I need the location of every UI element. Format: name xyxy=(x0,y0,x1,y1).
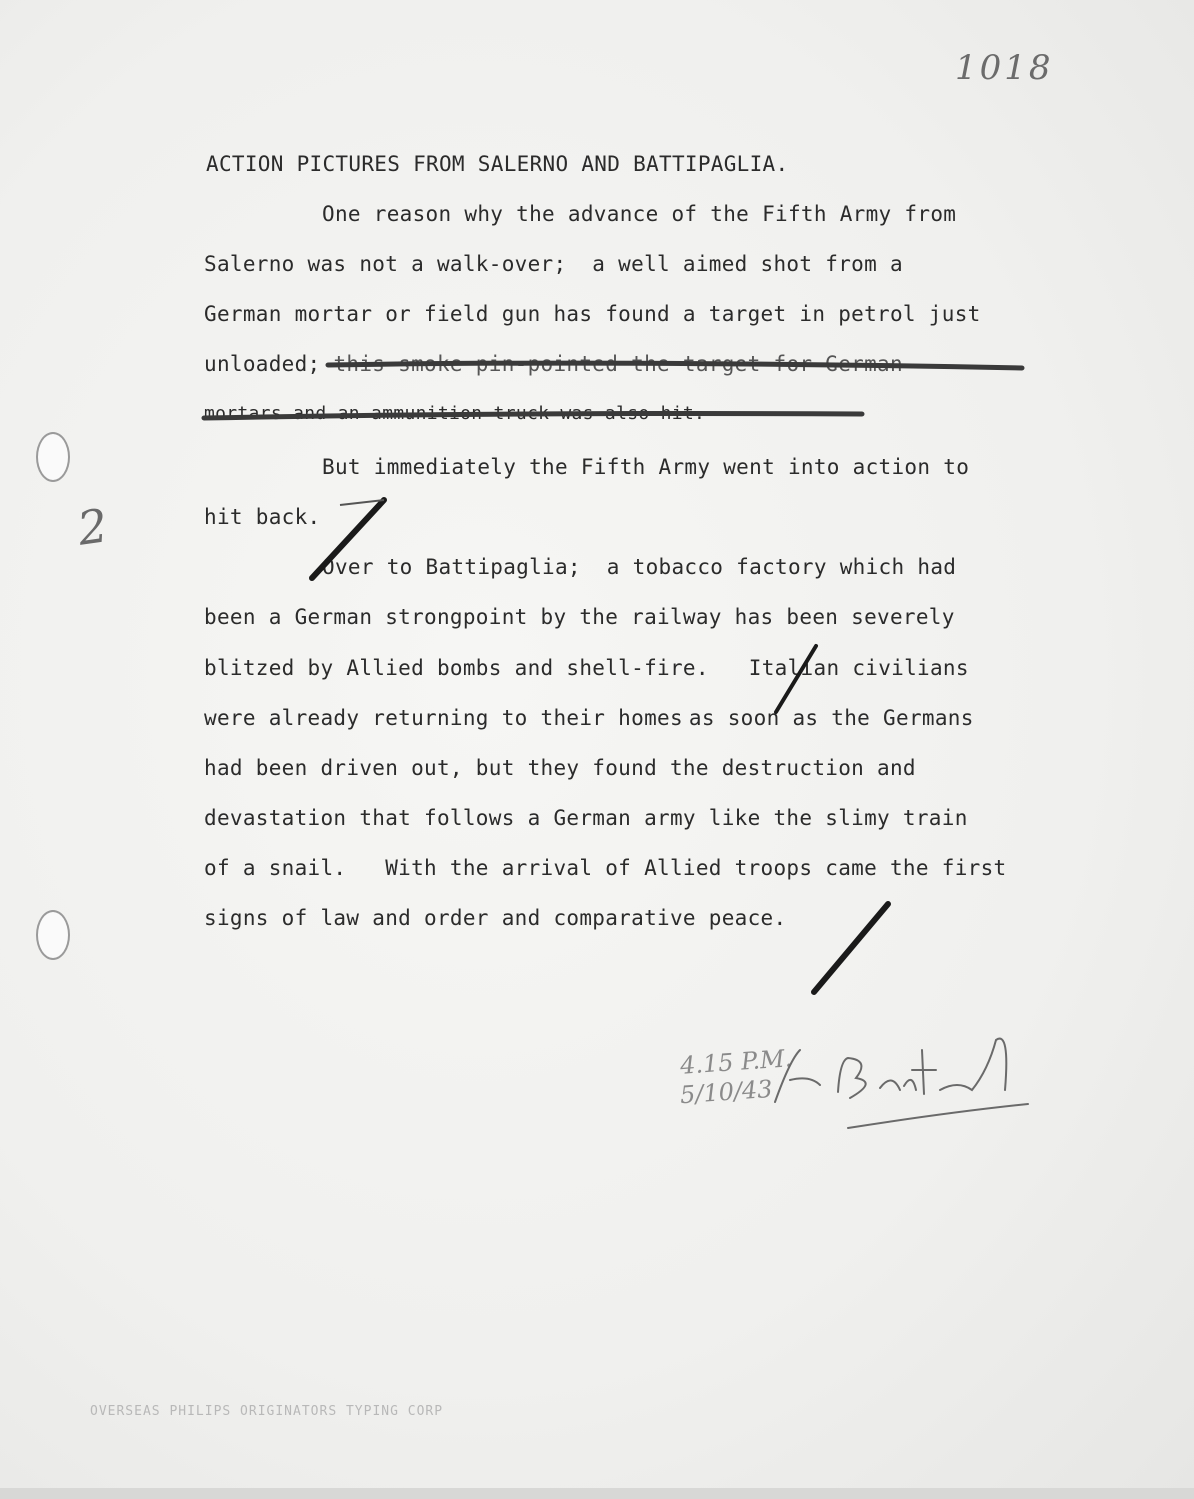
p3-line6: devastation that follows a German army like the slimy train xyxy=(204,806,968,830)
p3-line7: of a snail. With the arrival of Allied troops came the first xyxy=(204,856,1007,880)
p3-line3b: Italian civilians xyxy=(748,656,969,680)
page-number-handwritten: 1018 xyxy=(955,48,1054,88)
punch-hole-bottom xyxy=(36,910,70,960)
p2-line1: But immediately the Fifth Army went into action to xyxy=(322,455,970,479)
slash-mark-3 xyxy=(814,904,888,992)
margin-mark: 2 xyxy=(74,498,111,556)
punch-hole-top xyxy=(36,432,70,482)
p3-line2: been a German strongpoint by the railway has been severely xyxy=(204,605,955,629)
p1-line3: German mortar or field gun has found a target in petrol just xyxy=(204,302,981,326)
p3-line5: had been driven out, but they found the destruction and xyxy=(204,756,916,780)
faint-footer-text: OVERSEAS PHILIPS ORIGINATORS TYPING CORP xyxy=(90,1404,444,1419)
signoff-date: 5/10/43 xyxy=(679,1074,774,1110)
signature-underline xyxy=(848,1104,1028,1128)
document-title: ACTION PICTURES FROM SALERNO AND BATTIPAGLIA. xyxy=(206,152,789,176)
p1-line4-kept: unloaded; xyxy=(204,352,334,376)
signoff-time: 4.15 P.M. xyxy=(679,1044,794,1080)
p3-line4 xyxy=(204,704,974,732)
p1-line2: Salerno was not a walk-over; a well aimed shot from a xyxy=(204,252,903,276)
p1-line4 xyxy=(204,350,903,378)
p3-line8: signs of law and order and comparative peace. xyxy=(204,906,787,930)
p2-line2: hit back. xyxy=(204,505,321,529)
p1-line5-struck: mortars and an ammunition truck was also hit. xyxy=(204,403,706,424)
p3-line3a: blitzed by Allied bombs and shell-fire. xyxy=(204,656,709,680)
p1-line1: One reason why the advance of the Fifth Army from xyxy=(322,202,957,226)
p3-line4a: were already returning to their homes xyxy=(204,706,683,730)
signature xyxy=(775,1039,1006,1102)
p3-line4b: as soon as the Germans xyxy=(688,706,974,730)
p3-line1: Over to Battipaglia; a tobacco factory which had xyxy=(322,555,957,579)
p3-line3 xyxy=(204,654,969,682)
p1-line4-struck: this smoke pin-pointed the target for German xyxy=(333,352,903,376)
